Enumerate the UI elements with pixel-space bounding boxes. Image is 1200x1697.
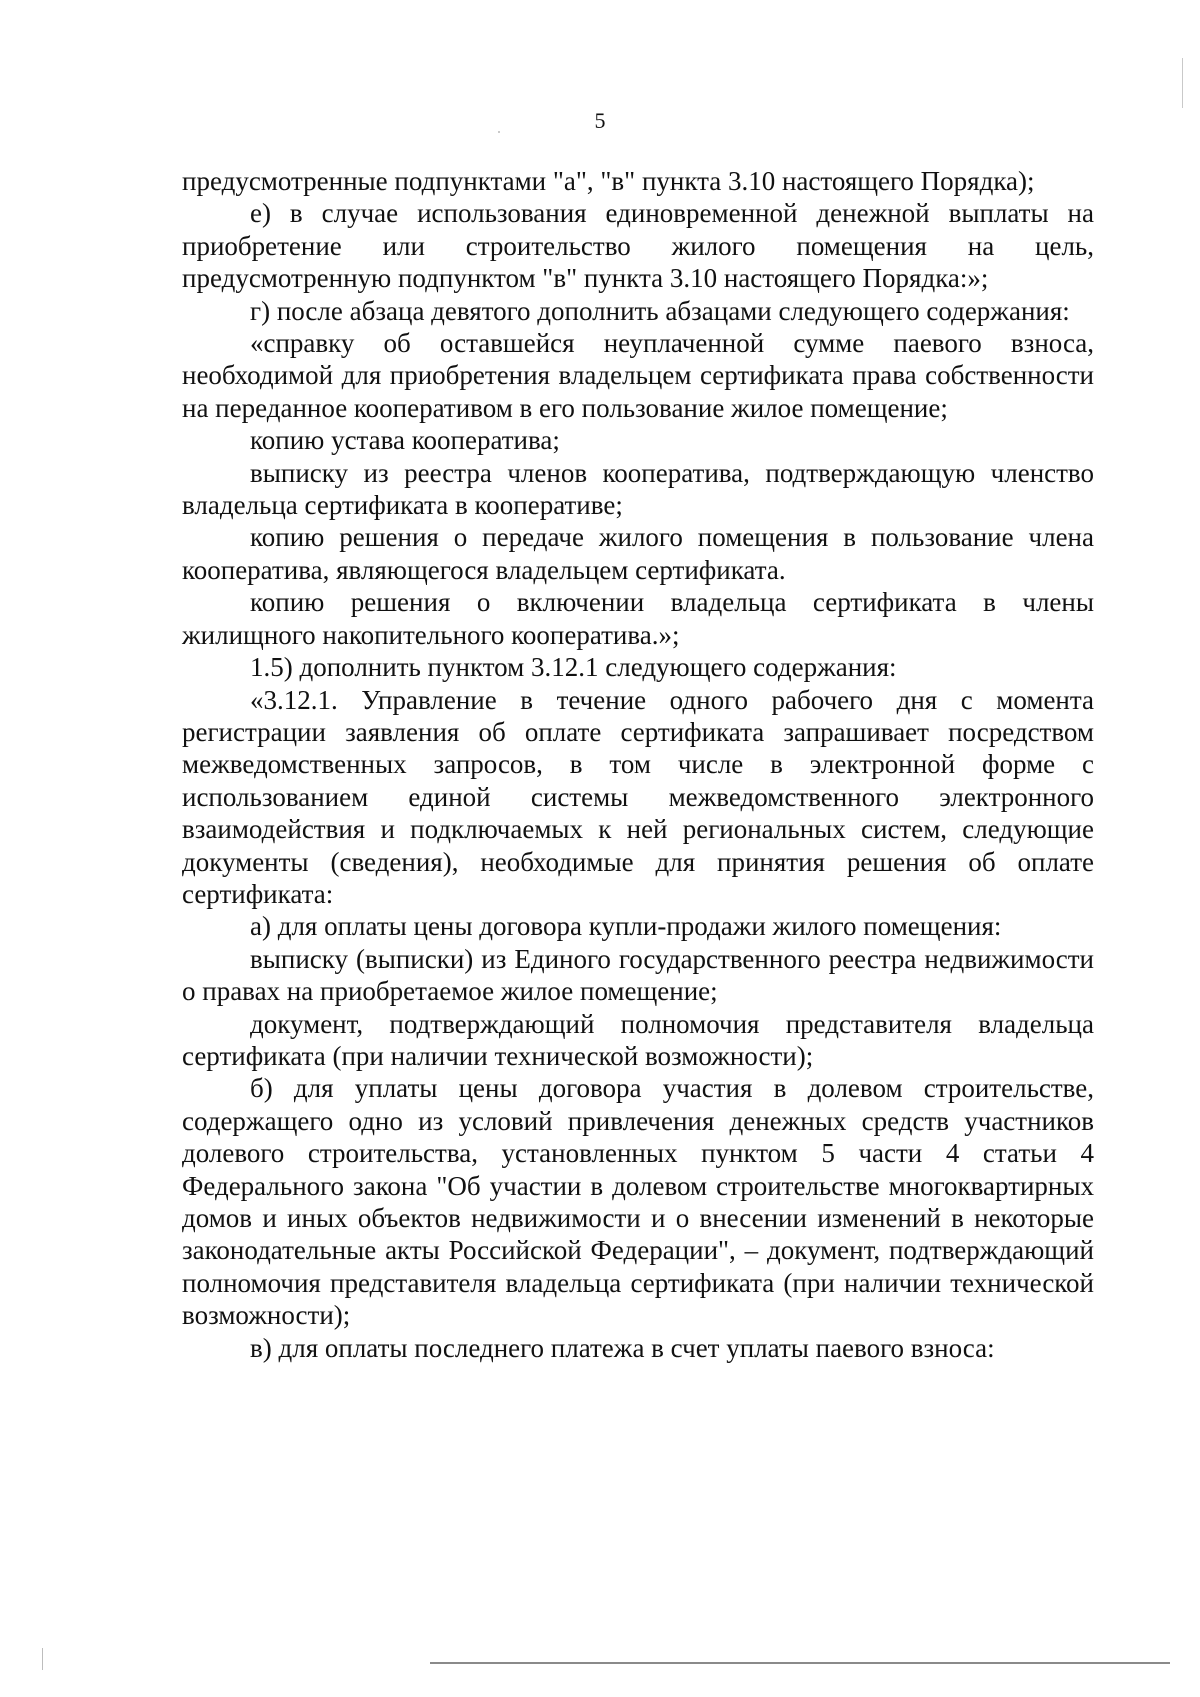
paragraph-11: а) для оплаты цены договора купли-продажи жилого помещения:	[250, 911, 1002, 942]
paragraph-4: «справку об оставшейся неуплаченной сумме паевого взноса, необходимой для приобретения владельцем сертификата права собственности на переданное кооперативом в его пользование жилое помещение;	[182, 328, 1094, 423]
paragraph-1: предусмотренные подпунктами "а", "в" пункта 3.10 настоящего Порядка);	[182, 166, 1035, 196]
paragraph-13: документ, подтверждающий полномочия представителя владельца сертификата (при наличии технической возможности);	[182, 1008, 1094, 1071]
paragraph-7: копию решения о передаче жилого помещения в пользование члена кооператива, являющегося владельцем сертификата.	[182, 522, 1094, 585]
paragraph-14: б) для уплаты цены договора участия в долевом строительстве, содержащего одно из условий привлечения денежных средств участников долевого строительства, установленных пунктом 5 части 4 статьи 4 Федерального закона "Об участии в долевом строительстве многоквартирных домов и иных объектов недвижимости и о внесении изменений в некоторые законодательные акты Российской Федерации", – документ, подтверждающий полномочия представителя владельца сертификата (при наличии технической возможности);	[182, 1073, 1094, 1331]
paragraph-9: 1.5) дополнить пунктом 3.12.1 следующего содержания:	[250, 652, 897, 683]
paragraph-8: копию решения о включении владельца сертификата в члены жилищного накопительного кооператива.»;	[182, 587, 1094, 650]
scan-artifact-bottom-line	[430, 1662, 1170, 1664]
document-body	[182, 165, 1094, 1364]
paragraph-10: «3.12.1. Управление в течение одного рабочего дня с момента регистрации заявления об оплате сертификата запрашивает посредством межведомственных запросов, в том числе в электронной форме с использованием единой системы межведомственного электронного взаимодействия и подключаемых к ней региональных систем, следующие документы (сведения), необходимые для принятия решения об оплате сертификата:	[182, 684, 1094, 909]
scan-artifact-left-tick	[42, 1648, 43, 1670]
paragraph-6: выписку из реестра членов кооператива, подтверждающую членство владельца сертификата в кооперативе;	[182, 457, 1094, 521]
paragraph-5: копию устава кооператива;	[250, 425, 560, 456]
paragraph-12: выписку (выписки) из Единого государственного реестра недвижимости о правах на приобретаемое жилое помещение;	[182, 943, 1094, 1007]
paragraph-3: г) после абзаца девятого дополнить абзацами следующего содержания:	[250, 295, 1070, 326]
paragraph-15: в) для оплаты последнего платежа в счет уплаты паевого взноса:	[250, 1332, 995, 1363]
page-number: 5	[594, 108, 606, 133]
paragraph-2: е) в случае использования единовременной денежной выплаты на приобретение или строительство жилого помещения на цель, предусмотренную подпунктом "в" пункта 3.10 настоящего Порядка:»;	[182, 198, 1094, 294]
scan-artifact-right-line	[1182, 58, 1183, 108]
